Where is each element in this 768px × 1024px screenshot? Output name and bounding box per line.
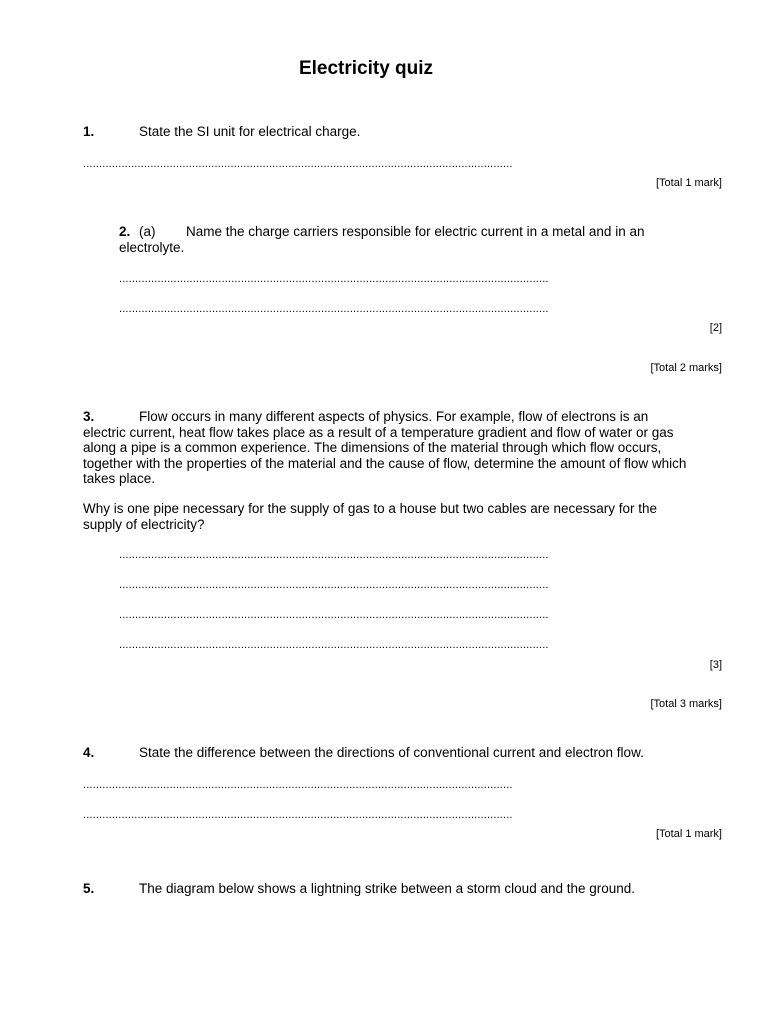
answer-line[interactable]: ......................................................................................................................................	[119, 639, 549, 651]
question-3-paragraph-2: Why is one pipe necessary for the supply of gas to a house but two cables are necessary for the supply of electricity?	[83, 501, 658, 532]
answer-line[interactable]: ......................................................................................................................................	[119, 579, 549, 591]
answer-line[interactable]: ......................................................................................................................................	[83, 809, 513, 821]
question-2-part: (a)	[139, 224, 156, 239]
answer-line[interactable]: ......................................................................................................................................	[119, 303, 549, 315]
question-3-number: 3.	[83, 409, 95, 424]
question-1-text: State the SI unit for electrical charge.	[139, 124, 361, 139]
answer-line[interactable]: ......................................................................................................................................	[119, 273, 549, 285]
question-5-number: 5.	[83, 881, 95, 896]
answer-line[interactable]: ......................................................................................................................................	[83, 779, 513, 791]
question-5-text: The diagram below shows a lightning strike between a storm cloud and the ground.	[139, 881, 636, 896]
question-4-number: 4.	[83, 745, 95, 760]
question-3-intro: Flow occurs in many different aspects of physics. For example, flow of electrons is an electric current, heat flow takes place as a result of a temperature gradient and flow of water or gas along a pipe is a common experience. The dimensions of the material through which flow occurs, together with the properties of the material and the cause of flow, determine the amount of flow which takes place.	[83, 409, 687, 486]
question-4-text: State the difference between the directions of conventional current and electron flow.	[139, 745, 644, 760]
page-title: Electricity quiz	[298, 58, 434, 79]
question-2-number: 2.	[119, 224, 131, 239]
answer-line[interactable]: ......................................................................................................................................	[119, 549, 549, 561]
question-3-marks: [3]	[709, 659, 722, 671]
question-2-total: [Total 2 marks]	[650, 362, 722, 374]
question-2-text-continued: electrolyte.	[119, 240, 185, 255]
question-1-total: [Total 1 mark]	[655, 177, 722, 189]
answer-line[interactable]: ......................................................................................................................................	[119, 609, 549, 621]
question-2-marks: [2]	[709, 322, 722, 334]
answer-line[interactable]: ......................................................................................................................................	[83, 158, 513, 170]
question-1-number: 1.	[83, 124, 95, 139]
question-3-total: [Total 3 marks]	[650, 698, 722, 710]
question-3-paragraph-1	[83, 409, 693, 487]
question-2-text: Name the charge carriers responsible for electric current in a metal and in an	[186, 224, 645, 239]
question-4-total: [Total 1 mark]	[655, 828, 722, 840]
